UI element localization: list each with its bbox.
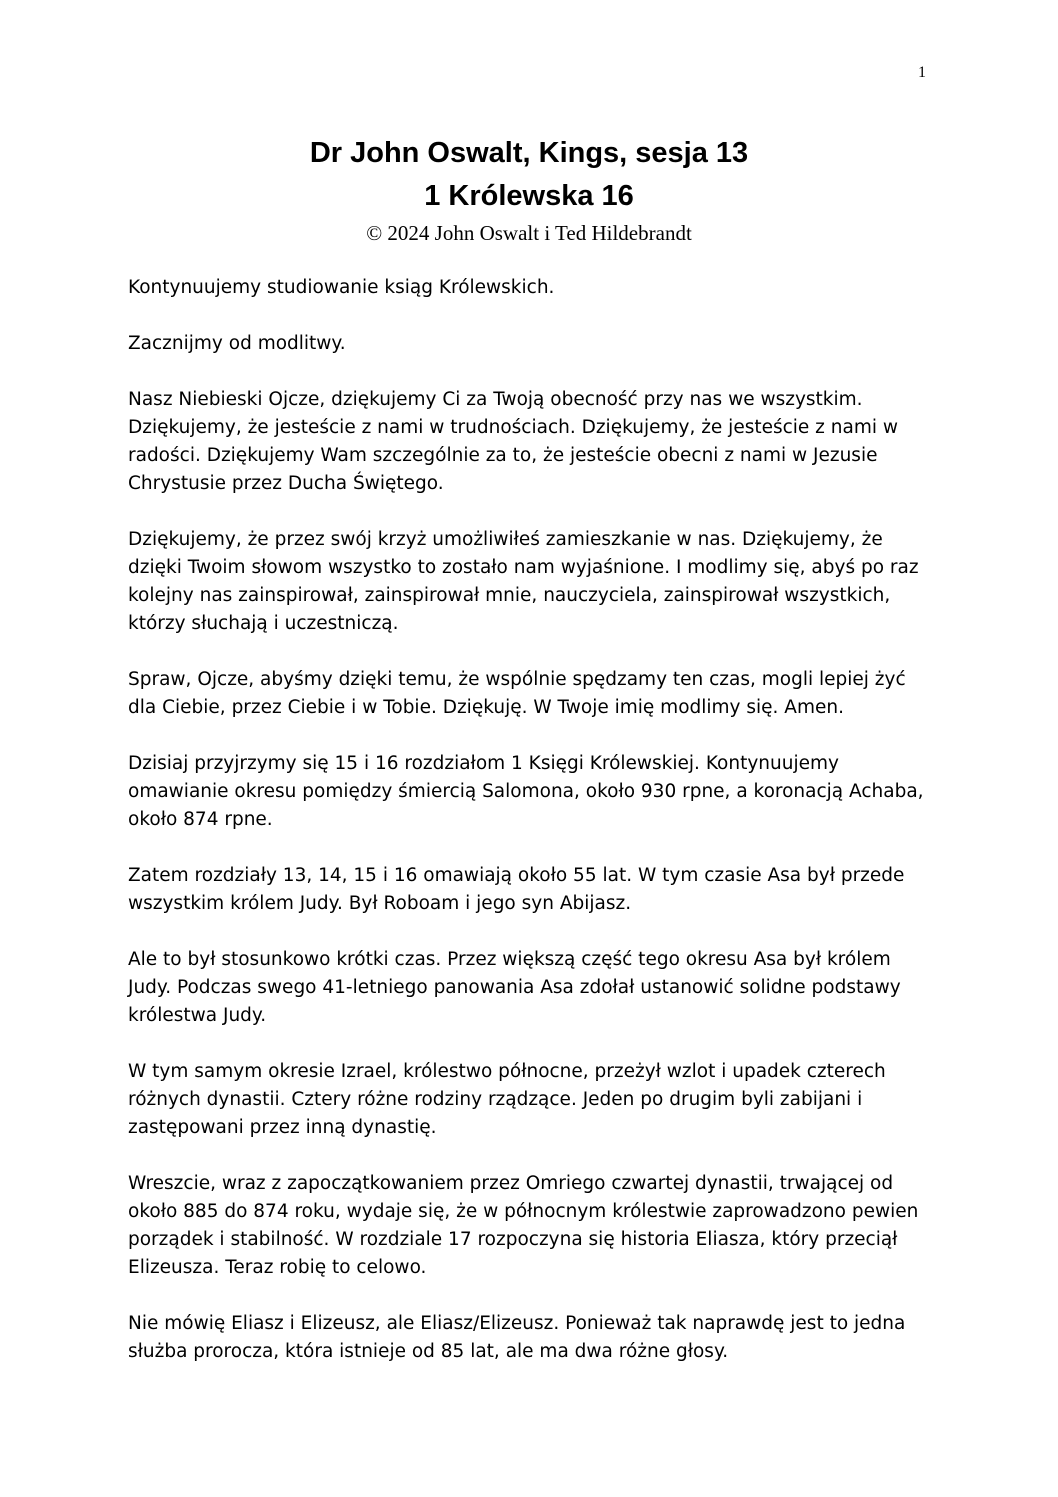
paragraph: Nasz Niebieski Ojcze, dziękujemy Ci za Twoją obecność przy nas we wszystkim. Dziękujemy, że jesteście z nami w trudnościach. Dziękujemy, że jesteście z nami w radości. Dziękujemy Wam szczególnie za to, że jesteście obecni z nami w Jezusie Chrystusie przez Ducha Świętego. bbox=[128, 389, 899, 494]
paragraph: Ale to był stosunkowo krótki czas. Przez większą część tego okresu Asa był królem Judy. Podczas swego 41-letniego panowania Asa zdołał ustanowić solidne podstawy królestwa Judy. bbox=[128, 949, 901, 1026]
paragraph: Wreszcie, wraz z zapoczątkowaniem przez Omriego czwartej dynastii, trwającej od około 885 do 874 roku, wydaje się, że w północnym królestwie zaprowadzono pewien porządek i stabilność. W rozdziale 17 rozpoczyna się historia Eliasza, który przeciął Elizeusza. Teraz robię to celowo. bbox=[128, 1173, 919, 1278]
paragraph: W tym samym okresie Izrael, królestwo północne, przeżył wzlot i upadek czterech różnych dynastii. Cztery różne rodziny rządzące. Jeden po drugim byli zabijani i zastępowani przez inną dynastię. bbox=[128, 1061, 886, 1138]
paragraph: Dziękujemy, że przez swój krzyż umożliwiłeś zamieszkanie w nas. Dziękujemy, że dzięki Twoim słowom wszystko to zostało nam wyjaśnione. I modlimy się, abyś po raz kolejny nas zainspirował, zainspirował mnie, nauczyciela, zainspirował wszystkich, którzy słuchają i uczestniczą. bbox=[128, 529, 919, 634]
document-subtitle: 1 Królewska 16 bbox=[424, 180, 634, 212]
paragraph: Dzisiaj przyjrzymy się 15 i 16 rozdziałom 1 Księgi Królewskiej. Kontynuujemy omawianie okresu pomiędzy śmiercią Salomona, około 930 rpne, a koronacją Achaba, około 874 rpne. bbox=[128, 753, 924, 830]
title-block bbox=[0, 132, 1058, 246]
page-number: 1 bbox=[918, 64, 926, 81]
paragraph: Nie mówię Eliasz i Elizeusz, ale Eliasz/Elizeusz. Ponieważ tak naprawdę jest to jedna służba prorocza, która istnieje od 85 lat, ale ma dwa różne głosy. bbox=[128, 1313, 906, 1362]
paragraph: Zatem rozdziały 13, 14, 15 i 16 omawiają około 55 lat. W tym czasie Asa był przede wszystkim królem Judy. Był Roboam i jego syn Abijasz. bbox=[128, 865, 905, 914]
paragraph: Zacznijmy od modlitwy. bbox=[128, 333, 346, 354]
copyright-line: © 2024 John Oswalt i Ted Hildebrandt bbox=[366, 221, 692, 245]
paragraph: Spraw, Ojcze, abyśmy dzięki temu, że wspólnie spędzamy ten czas, mogli lepiej żyć dla Ciebie, przez Ciebie i w Tobie. Dziękuję. W Twoje imię modlimy się. Amen. bbox=[128, 669, 906, 718]
paragraph: Kontynuujemy studiowanie ksiąg Królewskich. bbox=[128, 277, 555, 298]
document-body bbox=[128, 274, 934, 1394]
document-title: Dr John Oswalt, Kings, sesja 13 bbox=[309, 137, 749, 169]
